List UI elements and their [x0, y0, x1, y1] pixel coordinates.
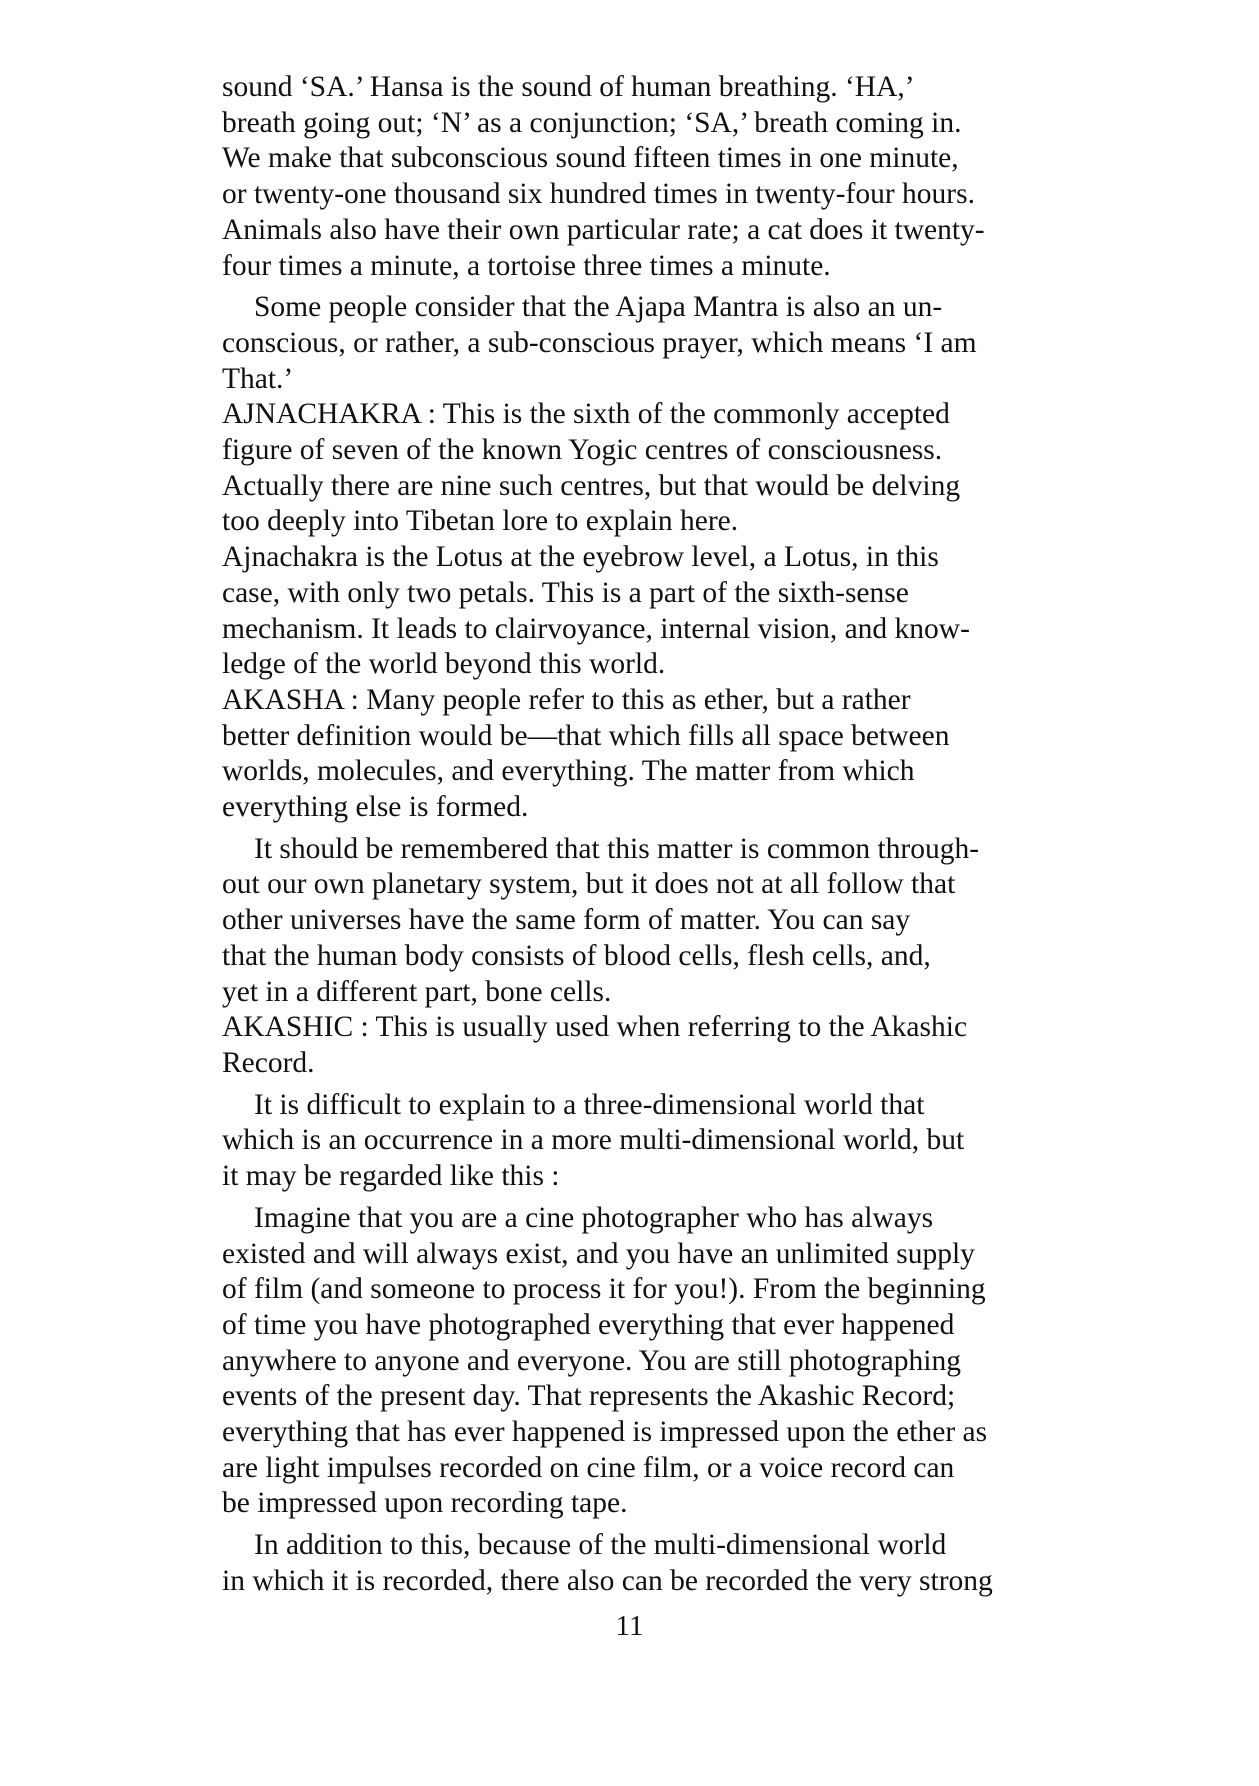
text-line: everything else is formed.	[222, 791, 529, 824]
text-line: That.’	[222, 362, 294, 395]
paragraph-akasha-matter	[222, 832, 1062, 1011]
text-line: AKASHIC : This is usually used when referring to the Akashic	[222, 1011, 968, 1044]
text-line: everything that has ever happened is impressed upon the ether as	[222, 1416, 988, 1449]
body-text	[222, 70, 1062, 1600]
text-line: In addition to this, because of the multi-dimensional world	[254, 1529, 947, 1562]
text-line: Actually there are nine such centres, but that would be delving	[222, 469, 961, 502]
paragraph-cine-photographer	[222, 1201, 1062, 1522]
text-line: Imagine that you are a cine photographer who has always	[254, 1201, 934, 1234]
text-line: be impressed upon recording tape.	[222, 1487, 628, 1520]
text-line: other universes have the same form of matter. You can say	[222, 904, 911, 937]
text-line: AJNACHAKRA : This is the sixth of the commonly accepted	[222, 398, 950, 431]
text-line: which is an occurrence in a more multi-dimensional world, but	[222, 1124, 965, 1157]
paragraph-ajapa-mantra	[222, 290, 1062, 397]
text-line: ledge of the world beyond this world.	[222, 648, 666, 681]
text-line: out our own planetary system, but it does not at all follow that	[222, 868, 956, 901]
text-line: case, with only two petals. This is a part of the sixth-sense	[222, 576, 909, 609]
text-line: It is difficult to explain to a three-dimensional world that	[254, 1088, 925, 1121]
text-line: Ajnachakra is the Lotus at the eyebrow level, a Lotus, in this	[222, 541, 939, 574]
text-line: AKASHA : Many people refer to this as ether, but a rather	[222, 683, 911, 716]
text-line: conscious, or rather, a sub-conscious prayer, which means ‘I am	[222, 326, 977, 359]
text-line: of film (and someone to process it for you!). From the beginning	[222, 1273, 986, 1306]
text-line: It should be remembered that this matter is common through-	[254, 832, 980, 865]
entry-ajnachakra	[222, 397, 1062, 540]
page-number: 11	[615, 1610, 644, 1642]
entry-akashic	[222, 1010, 1062, 1081]
text-line: worlds, molecules, and everything. The matter from which	[222, 755, 915, 788]
text-line: Some people consider that the Ajapa Mantra is also an un-	[254, 291, 943, 324]
paragraph-hansa	[222, 70, 1062, 284]
text-line: events of the present day. That represents the Akashic Record;	[222, 1380, 956, 1413]
paragraph-ajnachakra-lotus	[222, 540, 1062, 683]
text-line: We make that subconscious sound fifteen times in one minute,	[222, 142, 959, 175]
text-line: figure of seven of the known Yogic centres of consciousness.	[222, 434, 943, 467]
text-line: are light impulses recorded on cine film, or a voice record can	[222, 1451, 955, 1484]
text-line: Record.	[222, 1046, 315, 1079]
text-line: mechanism. It leads to clairvoyance, internal vision, and know-	[222, 612, 970, 645]
text-line: yet in a different part, bone cells.	[222, 975, 612, 1008]
text-line: in which it is recorded, there also can be recorded the very strong	[222, 1564, 993, 1597]
text-line: too deeply into Tibetan lore to explain here.	[222, 505, 739, 538]
paragraph-akashic-explain	[222, 1088, 1062, 1195]
text-line: sound ‘SA.’ Hansa is the sound of human breathing. ‘HA,’	[222, 71, 915, 103]
text-line: Animals also have their own particular rate; a cat does it twenty-	[222, 213, 985, 246]
text-line: better definition would be—that which fills all space between	[222, 719, 950, 752]
entry-akasha	[222, 683, 1062, 826]
text-line: or twenty-one thousand six hundred times in twenty-four hours.	[222, 178, 975, 211]
paragraph-multi-dimensional	[222, 1528, 1062, 1599]
text-line: it may be regarded like this :	[222, 1160, 560, 1193]
text-line: of time you have photographed everything that ever happened	[222, 1308, 955, 1341]
text-line: that the human body consists of blood cells, flesh cells, and,	[222, 939, 931, 972]
text-line: four times a minute, a tortoise three times a minute.	[222, 249, 831, 282]
text-line: breath going out; ‘N’ as a conjunction; ‘SA,’ breath coming in.	[222, 106, 962, 139]
text-line: anywhere to anyone and everyone. You are still photographing	[222, 1344, 961, 1377]
text-line: existed and will always exist, and you have an unlimited supply	[222, 1237, 975, 1270]
